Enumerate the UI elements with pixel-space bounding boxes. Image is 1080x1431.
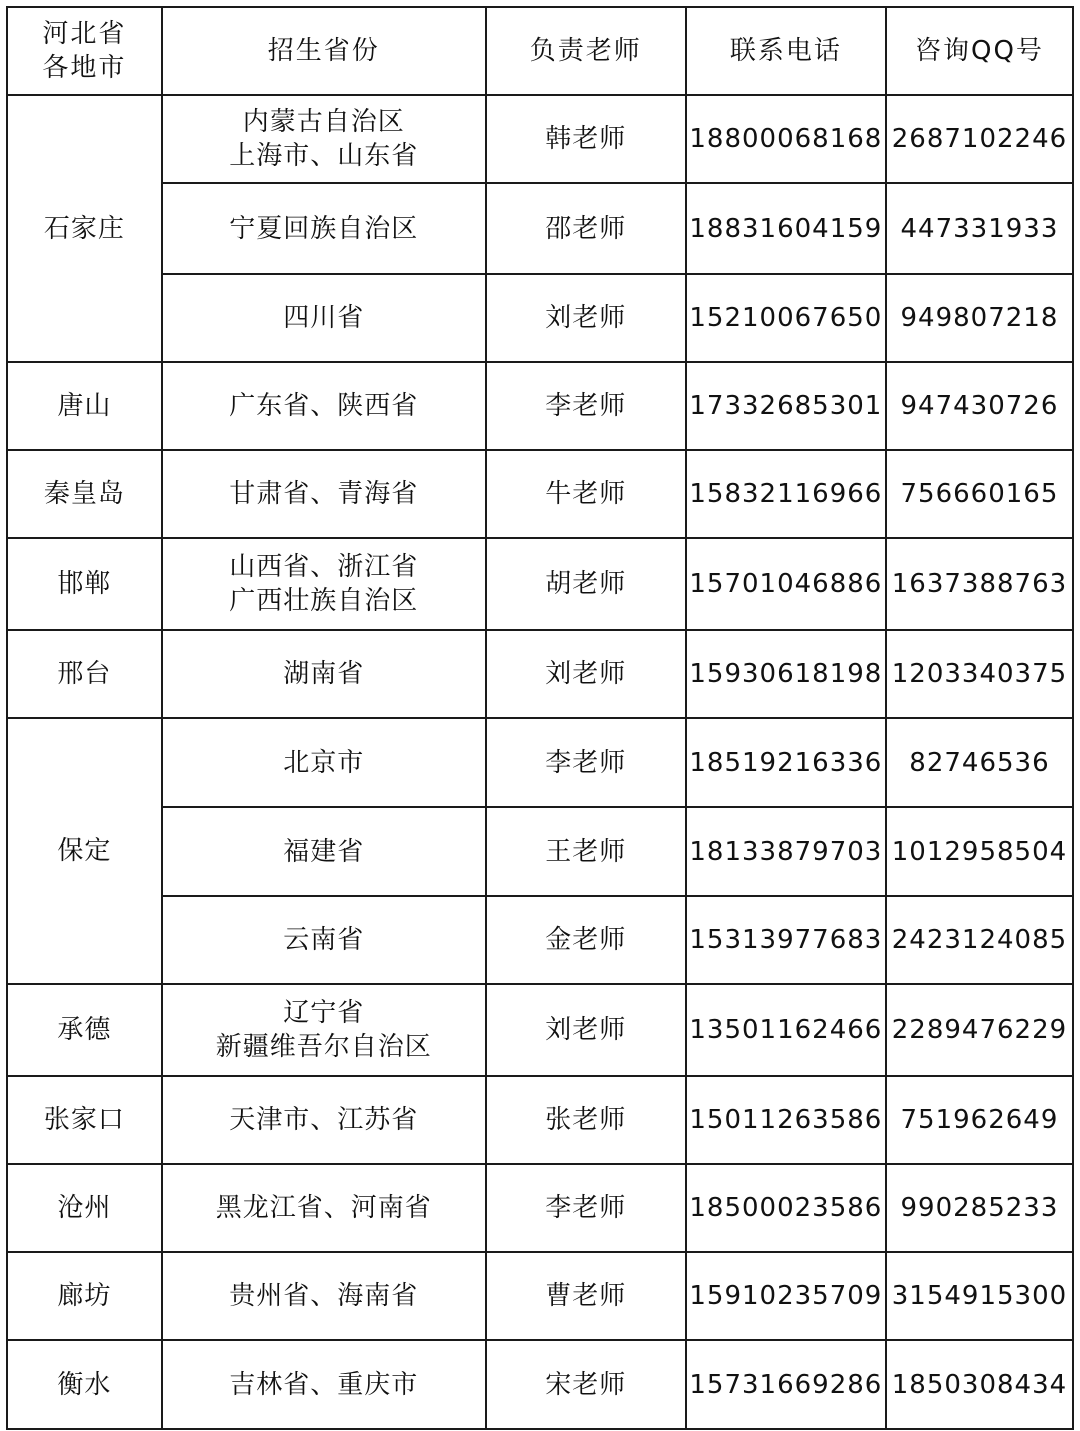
phone-cell: 15832116966 bbox=[686, 450, 886, 538]
phone-cell: 17332685301 bbox=[686, 362, 886, 450]
province-cell bbox=[162, 1076, 486, 1164]
province-cell bbox=[162, 95, 486, 183]
province-line: 北京市 bbox=[283, 747, 365, 778]
qq-cell: 3154915300 bbox=[886, 1252, 1073, 1340]
city-cell: 邯郸 bbox=[7, 538, 162, 630]
province-cell bbox=[162, 362, 486, 450]
table-row bbox=[7, 630, 1073, 718]
contact-table bbox=[6, 6, 1074, 1430]
table-row bbox=[7, 274, 1073, 362]
province-cell bbox=[162, 630, 486, 718]
table-row bbox=[7, 1164, 1073, 1252]
province-cell bbox=[162, 718, 486, 807]
city-cell: 邢台 bbox=[7, 630, 162, 718]
qq-cell: 949807218 bbox=[886, 274, 1073, 362]
header-qq: 咨询QQ号 bbox=[886, 7, 1073, 95]
teacher-cell: 王老师 bbox=[486, 807, 686, 896]
teacher-cell: 张老师 bbox=[486, 1076, 686, 1164]
qq-cell: 447331933 bbox=[886, 183, 1073, 274]
teacher-cell: 李老师 bbox=[486, 718, 686, 807]
teacher-cell: 邵老师 bbox=[486, 183, 686, 274]
province-line: 福建省 bbox=[283, 836, 365, 867]
province-cell bbox=[162, 984, 486, 1076]
province-line: 甘肃省、青海省 bbox=[229, 479, 419, 509]
city-cell: 秦皇岛 bbox=[7, 450, 162, 538]
table-row bbox=[7, 984, 1073, 1076]
teacher-cell: 金老师 bbox=[486, 896, 686, 984]
qq-cell: 1012958504 bbox=[886, 807, 1073, 896]
province-line: 新疆维吾尔自治区 bbox=[215, 1032, 432, 1062]
qq-cell: 2289476229 bbox=[886, 984, 1073, 1076]
table-row bbox=[7, 538, 1073, 630]
city-cell: 保定 bbox=[7, 718, 162, 984]
province-line: 湖南省 bbox=[283, 659, 365, 689]
province-line: 四川省 bbox=[283, 303, 365, 333]
province-cell bbox=[162, 1252, 486, 1340]
header-province: 招生省份 bbox=[162, 7, 486, 95]
province-line: 上海市、山东省 bbox=[229, 141, 419, 171]
table-row bbox=[7, 450, 1073, 538]
province-line: 山西省、浙江省 bbox=[229, 552, 419, 582]
table-row bbox=[7, 362, 1073, 450]
phone-cell: 18519216336 bbox=[686, 718, 886, 807]
qq-cell: 2423124085 bbox=[886, 896, 1073, 984]
province-cell bbox=[162, 1164, 486, 1252]
phone-cell: 15210067650 bbox=[686, 274, 886, 362]
header-city-line1: 河北省 bbox=[42, 19, 127, 49]
teacher-cell: 刘老师 bbox=[486, 630, 686, 718]
phone-cell: 15313977683 bbox=[686, 896, 886, 984]
province-line: 广东省、陕西省 bbox=[229, 391, 419, 421]
header-teacher: 负责老师 bbox=[486, 7, 686, 95]
table-body bbox=[7, 95, 1073, 1429]
qq-cell: 756660165 bbox=[886, 450, 1073, 538]
province-line: 吉林省、重庆市 bbox=[229, 1369, 419, 1400]
table-row bbox=[7, 1252, 1073, 1340]
phone-cell: 15930618198 bbox=[686, 630, 886, 718]
teacher-cell: 刘老师 bbox=[486, 984, 686, 1076]
header-phone: 联系电话 bbox=[686, 7, 886, 95]
province-line: 贵州省、海南省 bbox=[229, 1281, 419, 1311]
qq-cell: 751962649 bbox=[886, 1076, 1073, 1164]
city-cell: 张家口 bbox=[7, 1076, 162, 1164]
table-row bbox=[7, 718, 1073, 807]
phone-cell: 15011263586 bbox=[686, 1076, 886, 1164]
province-line: 云南省 bbox=[283, 925, 365, 955]
city-cell: 衡水 bbox=[7, 1340, 162, 1429]
teacher-cell: 李老师 bbox=[486, 362, 686, 450]
teacher-cell: 胡老师 bbox=[486, 538, 686, 630]
city-cell: 承德 bbox=[7, 984, 162, 1076]
table-row bbox=[7, 807, 1073, 896]
teacher-cell: 刘老师 bbox=[486, 274, 686, 362]
table-header bbox=[7, 7, 1073, 95]
phone-cell: 18831604159 bbox=[686, 183, 886, 274]
city-cell: 石家庄 bbox=[7, 95, 162, 362]
qq-cell: 990285233 bbox=[886, 1164, 1073, 1252]
table-row bbox=[7, 183, 1073, 274]
province-cell bbox=[162, 538, 486, 630]
qq-cell: 1637388763 bbox=[886, 538, 1073, 630]
teacher-cell: 韩老师 bbox=[486, 95, 686, 183]
teacher-cell: 曹老师 bbox=[486, 1252, 686, 1340]
province-cell bbox=[162, 183, 486, 274]
province-cell bbox=[162, 450, 486, 538]
table-row bbox=[7, 1076, 1073, 1164]
phone-cell: 15910235709 bbox=[686, 1252, 886, 1340]
province-line: 内蒙古自治区 bbox=[242, 107, 405, 137]
city-cell: 唐山 bbox=[7, 362, 162, 450]
table-row bbox=[7, 896, 1073, 984]
phone-cell: 15701046886 bbox=[686, 538, 886, 630]
city-cell: 沧州 bbox=[7, 1164, 162, 1252]
qq-cell: 1850308434 bbox=[886, 1340, 1073, 1429]
teacher-cell: 牛老师 bbox=[486, 450, 686, 538]
teacher-cell: 李老师 bbox=[486, 1164, 686, 1252]
province-cell bbox=[162, 896, 486, 984]
province-line: 广西壮族自治区 bbox=[229, 586, 419, 616]
province-line: 辽宁省 bbox=[283, 998, 365, 1028]
phone-cell: 15731669286 bbox=[686, 1340, 886, 1429]
phone-cell: 18133879703 bbox=[686, 807, 886, 896]
province-line: 天津市、江苏省 bbox=[229, 1105, 419, 1135]
qq-cell: 82746536 bbox=[886, 718, 1073, 807]
province-line: 宁夏回族自治区 bbox=[229, 213, 419, 244]
teacher-cell: 宋老师 bbox=[486, 1340, 686, 1429]
phone-cell: 13501162466 bbox=[686, 984, 886, 1076]
phone-cell: 18500023586 bbox=[686, 1164, 886, 1252]
table-row bbox=[7, 1340, 1073, 1429]
phone-cell: 18800068168 bbox=[686, 95, 886, 183]
province-cell bbox=[162, 807, 486, 896]
header-city bbox=[7, 7, 162, 95]
qq-cell: 1203340375 bbox=[886, 630, 1073, 718]
header-row bbox=[7, 7, 1073, 95]
header-city-line2: 各地市 bbox=[42, 53, 127, 83]
province-cell bbox=[162, 274, 486, 362]
province-cell bbox=[162, 1340, 486, 1429]
qq-cell: 2687102246 bbox=[886, 95, 1073, 183]
qq-cell: 947430726 bbox=[886, 362, 1073, 450]
city-cell: 廊坊 bbox=[7, 1252, 162, 1340]
table-row bbox=[7, 95, 1073, 183]
province-line: 黑龙江省、河南省 bbox=[215, 1193, 432, 1223]
